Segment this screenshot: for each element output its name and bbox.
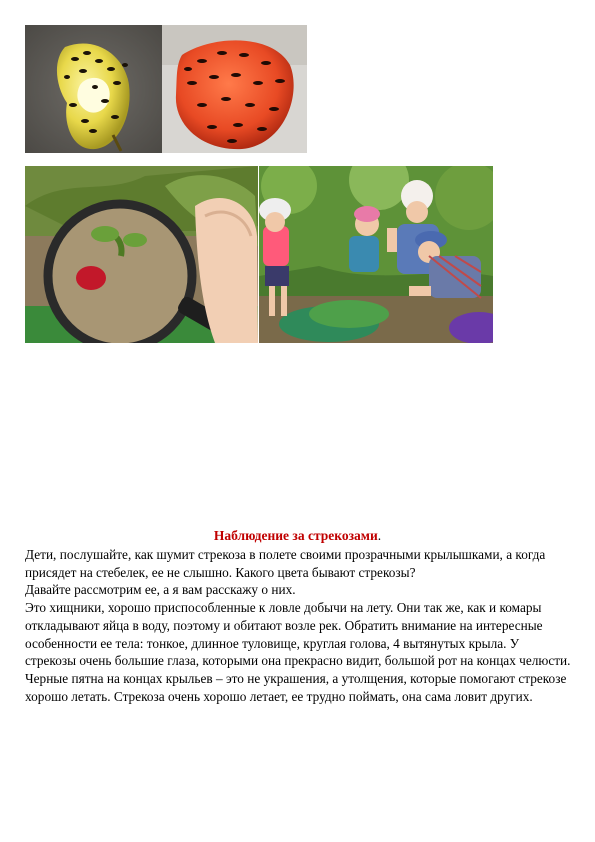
section-title [0,528,595,544]
section-title-dot: . [377,528,382,543]
red-fruit-with-ants-photo [162,25,307,153]
paragraph: Это хищники, хорошо приспособленные к ловле добычи на лету. Они так же, как и комары откладывают яйца в воду, поэтому и обитают возле рек. Обратить внимание на интересные особенности ее тела: тонкое, длинное туловище, круглая голова, 4 вытянутых крыла. У стрекозы очень большие глаза, которыми она прекрасно видит, большой рот на концах челюсти. Черные пятна на концах крыльев – это не украшения, а утолщения, которые помогают стрекозе хорошо летать. Стрекоза очень хорошо летает, ее трудно поймать, она сама ловит других. [25,600,571,704]
section-title-text: Наблюдение за стрекозами [213,528,378,543]
children-observing-photo [259,166,493,343]
magnifying-glass-photo [25,166,258,343]
paragraph: Дети, послушайте, как шумит стрекоза в полете своими прозрачными крылышками, а когда присядет на стебелек, ее не слышно. Какого цвета бывают стрекозы? [25,547,546,580]
pear-with-ants-photo [25,25,162,153]
article-body [25,546,573,705]
paragraph: Давайте рассмотрим ее, а я вам расскажу о них. [25,582,296,598]
